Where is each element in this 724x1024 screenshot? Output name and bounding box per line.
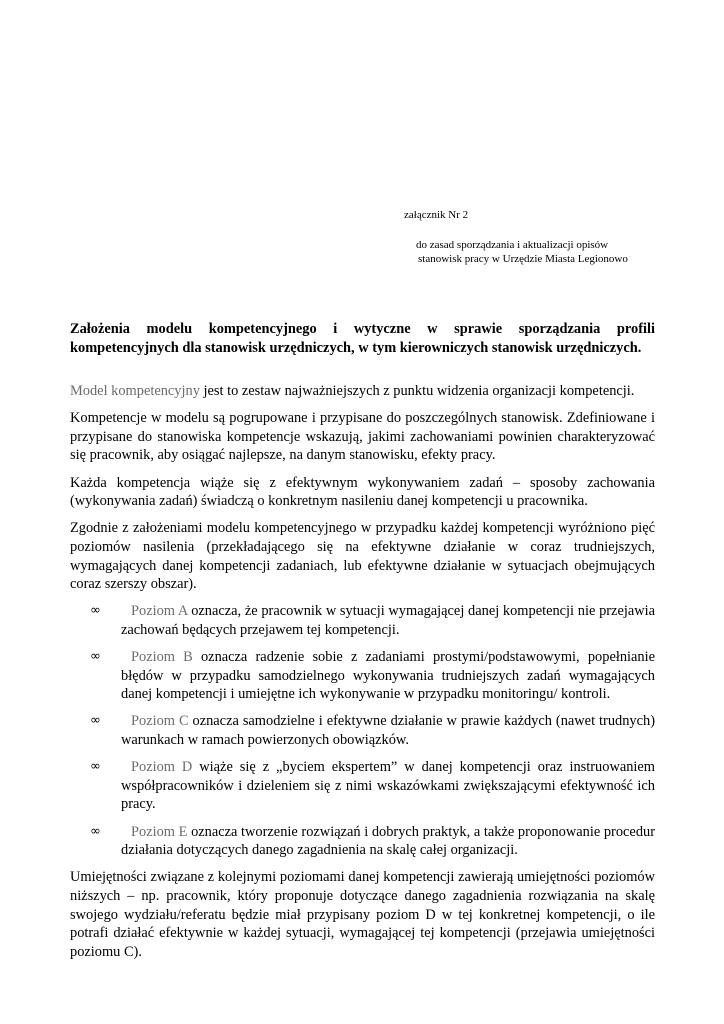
infinity-bullet-icon: ∞ xyxy=(90,759,101,775)
level-description: oznacza tworzenie rozwiązań i dobrych praktyk, a także proponowanie procedur działania dotyczących danego zagadnienia na skalę całej organizacji. xyxy=(121,823,655,859)
infinity-bullet-icon: ∞ xyxy=(90,603,101,619)
level-description: oznacza samodzielne i efektywne działanie w prawie każdych (nawet trudnych) warunkach w ramach powierzonych obowiązków. xyxy=(121,713,655,749)
level-item-d xyxy=(70,758,655,814)
infinity-bullet-icon: ∞ xyxy=(90,713,101,729)
intro-paragraph xyxy=(70,382,655,401)
intro-term: Model kompetencyjny xyxy=(70,383,200,399)
level-item-b xyxy=(70,648,655,704)
annex-subtitle-line-2: stanowisk pracy w Urzędzie Miasta Legionowo xyxy=(418,253,628,265)
level-name: Poziom E xyxy=(131,823,188,840)
closing-paragraph: Umiejętności związane z kolejnymi poziomami danej kompetencji zawierają umiejętności poziomów niższych – np. pracownik, który proponuje dotyczące danego zagadnienia rozwiązania na skalę swojego wydziału/referatu będzie miał przypisany poziom D w tej konkretnej kompetencji, o ile potrafi działać efektywnie w każdej sytuacji, wymagającej tej kompetencji (przejawia umiejętności poziomu C). xyxy=(70,869,655,960)
annex-number: załącznik Nr 2 xyxy=(404,209,469,221)
level-description: oznacza radzenie sobie z zadaniami prostymi/podstawowymi, popełnianie błędów w przypadku samodzielnego wykonywania trudniejszych zadań wymagających danej kompetencji i umiejętne ich wykonywanie w przypadku monitoringu/ kontroli. xyxy=(121,649,655,703)
paragraph-competences: Kompetencje w modelu są pogrupowane i przypisane do poszczególnych stanowisk. Zdefiniowane i przypisane do stanowiska kompetencje wskazują, jakimi zachowaniami powinien charakteryzować się pracownik, aby osiągać najlepsze, na danym stanowisku, efekty pracy. xyxy=(70,410,655,464)
annex-subtitle xyxy=(416,238,628,266)
level-description: wiąże się z „byciem ekspertem” w danej kompetencji oraz instruowaniem współpracowników i dzieleniem się z nimi wskazówkami zwiększającymi efektywność ich pracy. xyxy=(121,759,655,813)
level-item-e xyxy=(70,823,655,860)
annex-subtitle-line-1: do zasad sporządzania i aktualizacji opisów xyxy=(416,239,609,251)
level-name: Poziom B xyxy=(131,649,193,666)
intro-text: jest to zestaw najważniejszych z punktu widzenia organizacji kompetencji. xyxy=(199,383,635,399)
level-item-a xyxy=(70,602,655,639)
levels-list xyxy=(70,602,655,860)
level-name: Poziom D xyxy=(131,759,193,776)
level-item-c xyxy=(70,712,655,749)
level-name: Poziom C xyxy=(131,713,189,730)
document-title: Założenia modelu kompetencyjnego i wytyczne w sprawie sporządzania profili kompetencyjnych dla stanowisk urzędniczych, w tym kierowniczych stanowisk urzędniczych. xyxy=(70,321,655,356)
infinity-bullet-icon: ∞ xyxy=(90,649,101,665)
paragraph-levels-intro: Zgodnie z założeniami modelu kompetencyjnego w przypadku każdej kompetencji wyróżniono pięć poziomów nasilenia (przekładającego się na efektywne działanie w coraz trudniejszych, wymagających danej kompetencji zadaniach, lub efektywne działanie w sytuacjach obejmujących coraz szerszy obszar). xyxy=(70,520,655,593)
document-body xyxy=(70,382,655,970)
paragraph-tasks: Każda kompetencja wiąże się z efektywnym wykonywaniem zadań – sposoby zachowania (wykonywania zadań) świadczą o konkretnym nasileniu danej kompetencji u pracownika. xyxy=(70,474,655,510)
infinity-bullet-icon: ∞ xyxy=(90,823,101,839)
level-name: Poziom A xyxy=(131,603,188,620)
level-description: oznacza, że pracownik w sytuacji wymagającej danej kompetencji nie przejawia zachowań będących przejawem tej kompetencji. xyxy=(121,603,655,638)
